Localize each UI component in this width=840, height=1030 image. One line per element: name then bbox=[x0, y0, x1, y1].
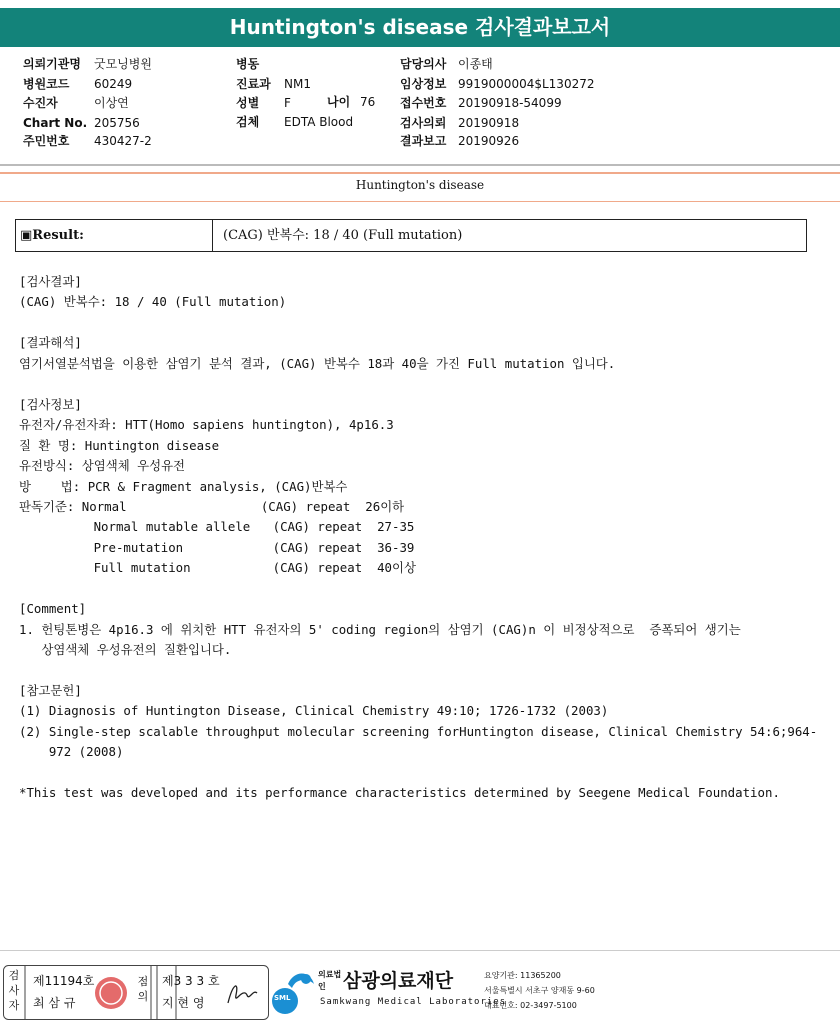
org-code: 요양기관: 11365200 bbox=[484, 971, 561, 980]
report-line: [Comment] bbox=[19, 601, 87, 617]
header-field-label: 검사의뢰 bbox=[400, 116, 447, 130]
header-field bbox=[400, 114, 519, 133]
sign2-role: 점의 bbox=[137, 975, 149, 1003]
report-line: (CAG) 반복수: 18 / 40 (Full mutation) bbox=[19, 294, 287, 310]
header-field bbox=[236, 94, 291, 113]
header-field-label: 병동 bbox=[236, 57, 260, 71]
age-value: 76 bbox=[360, 95, 376, 109]
header-field bbox=[23, 75, 132, 94]
section-title: Huntington's disease bbox=[355, 178, 485, 192]
header-field-value: 20190926 bbox=[458, 134, 520, 148]
header-field-label: 결과보고 bbox=[400, 134, 447, 148]
age-field bbox=[327, 93, 375, 112]
report-line: 방 법: PCR & Fragment analysis, (CAG)반복수 bbox=[19, 478, 348, 494]
report-line: 1. 헌팅톤병은 4p16.3 에 위치한 HTT 유전자의 5' coding region의 삼염기 (CAG)n 이 비정상적으로 증폭되어 생기는 bbox=[19, 621, 741, 637]
result-value: (CAG) 반복수: 18 / 40 (Full mutation) bbox=[223, 228, 463, 243]
header-field bbox=[236, 55, 284, 74]
header-field bbox=[236, 113, 353, 132]
header-field-value: EDTA Blood bbox=[284, 115, 354, 129]
footer bbox=[0, 960, 840, 1030]
report-line: 상염색체 우성유전의 질환입니다. bbox=[19, 642, 232, 658]
org-address: 서울특별시 서초구 양재동 9-60 bbox=[484, 986, 595, 995]
org-phone: 대표번호: 02-3497-5100 bbox=[484, 1001, 577, 1010]
logo-badge: SML bbox=[274, 994, 291, 1002]
header-field-label: 성별 bbox=[236, 96, 260, 110]
org-prefix: 의료법인 bbox=[318, 970, 342, 991]
header-field-value: 60249 bbox=[94, 77, 133, 91]
result-box bbox=[15, 219, 807, 252]
header-field bbox=[23, 94, 129, 113]
header-field-label: Chart No. bbox=[23, 116, 88, 130]
header-field-value: 굿모닝병원 bbox=[94, 57, 152, 71]
report-line: 유전자/유전자좌: HTT(Homo sapiens huntington), 4p16.3 bbox=[19, 417, 394, 433]
report-line: 유전방식: 상염색체 우성유전 bbox=[19, 458, 186, 474]
header-field bbox=[400, 132, 519, 151]
age-label: 나이 bbox=[327, 95, 351, 109]
header-field-label: 검체 bbox=[236, 115, 260, 129]
sign1-no: 제11194호 bbox=[33, 974, 95, 988]
header-field-value: 20190918 bbox=[458, 116, 520, 130]
report-line: Full mutation (CAG) repeat 40이상 bbox=[19, 560, 416, 576]
header-field-label: 임상정보 bbox=[400, 77, 447, 91]
header-field bbox=[400, 55, 493, 74]
report-line: Pre-mutation (CAG) repeat 36-39 bbox=[19, 539, 415, 555]
header-field-label: 주민번호 bbox=[23, 134, 70, 148]
sign2-no: 제3 3 3 호 bbox=[162, 974, 220, 988]
header-field-value: 205756 bbox=[94, 116, 140, 130]
header-field-label: 접수번호 bbox=[400, 96, 447, 110]
header-field-value: 20190918-54099 bbox=[458, 96, 562, 110]
footer-divider bbox=[0, 950, 840, 951]
header-field-value: F bbox=[284, 96, 291, 110]
report-line: 판독기준: Normal (CAG) repeat 26이하 bbox=[19, 498, 405, 514]
header-field-label: 병원코드 bbox=[23, 77, 70, 91]
report-line: (1) Diagnosis of Huntington Disease, Clinical Chemistry 49:10; 1726-1732 (2003) bbox=[19, 703, 609, 719]
header-field bbox=[236, 75, 311, 94]
report-line: 972 (2008) bbox=[19, 744, 124, 760]
header-field bbox=[23, 132, 152, 151]
header-field bbox=[400, 75, 594, 94]
report-line: [검사결과] bbox=[19, 274, 82, 289]
report-line: *This test was developed and its performance characteristics determined by Seegene Medical Foundation. bbox=[19, 785, 780, 801]
header-field-value: 9919000004$L130272 bbox=[458, 77, 595, 91]
section-divider bbox=[0, 201, 840, 202]
header-field-label: 수진자 bbox=[23, 96, 58, 110]
header-field bbox=[400, 94, 562, 113]
header-field-value: 이상연 bbox=[94, 96, 129, 110]
header-field-value: NM1 bbox=[284, 77, 311, 91]
report-line: 질 환 명: Huntington disease bbox=[19, 437, 220, 453]
header-field bbox=[23, 55, 152, 74]
header-field bbox=[23, 114, 140, 133]
header-divider bbox=[0, 164, 840, 166]
report-line: Normal mutable allele (CAG) repeat 27-35 bbox=[19, 519, 415, 535]
report-line: 염기서열분석법을 이용한 삼염기 분석 결과, (CAG) 반복수 18과 40을 가진 Full mutation 입니다. bbox=[19, 355, 616, 371]
sign1-role: 검사자 bbox=[8, 969, 20, 1012]
report-line: [검사정보] bbox=[19, 396, 82, 412]
header-field-label: 의뢰기관명 bbox=[23, 57, 81, 71]
report-line: [참고문헌] bbox=[19, 683, 82, 698]
sign1-name: 최 삼 규 bbox=[33, 996, 76, 1010]
header-accent-line bbox=[0, 172, 840, 174]
sml-logo-icon bbox=[270, 966, 316, 1016]
header-field-value: 이종태 bbox=[458, 57, 493, 71]
report-line: [결과해석] bbox=[19, 335, 82, 351]
org-name: 삼광의료재단 bbox=[343, 970, 454, 992]
sign2-name: 지 현 영 bbox=[162, 996, 205, 1010]
org-english: Samkwang Medical Laboratories bbox=[320, 997, 507, 1007]
header-field-value: 430427-2 bbox=[94, 134, 152, 148]
result-label: ▣Result: bbox=[16, 220, 213, 251]
report-line: (2) Single-step scalable throughput molecular screening forHuntington disease, Clinical Chemistry 54:6;964- bbox=[19, 723, 818, 739]
header-field-label: 담당의사 bbox=[400, 57, 447, 71]
header-field-label: 진료과 bbox=[236, 77, 271, 91]
report-title: Huntington's disease 검사결과보고서 bbox=[0, 8, 840, 47]
